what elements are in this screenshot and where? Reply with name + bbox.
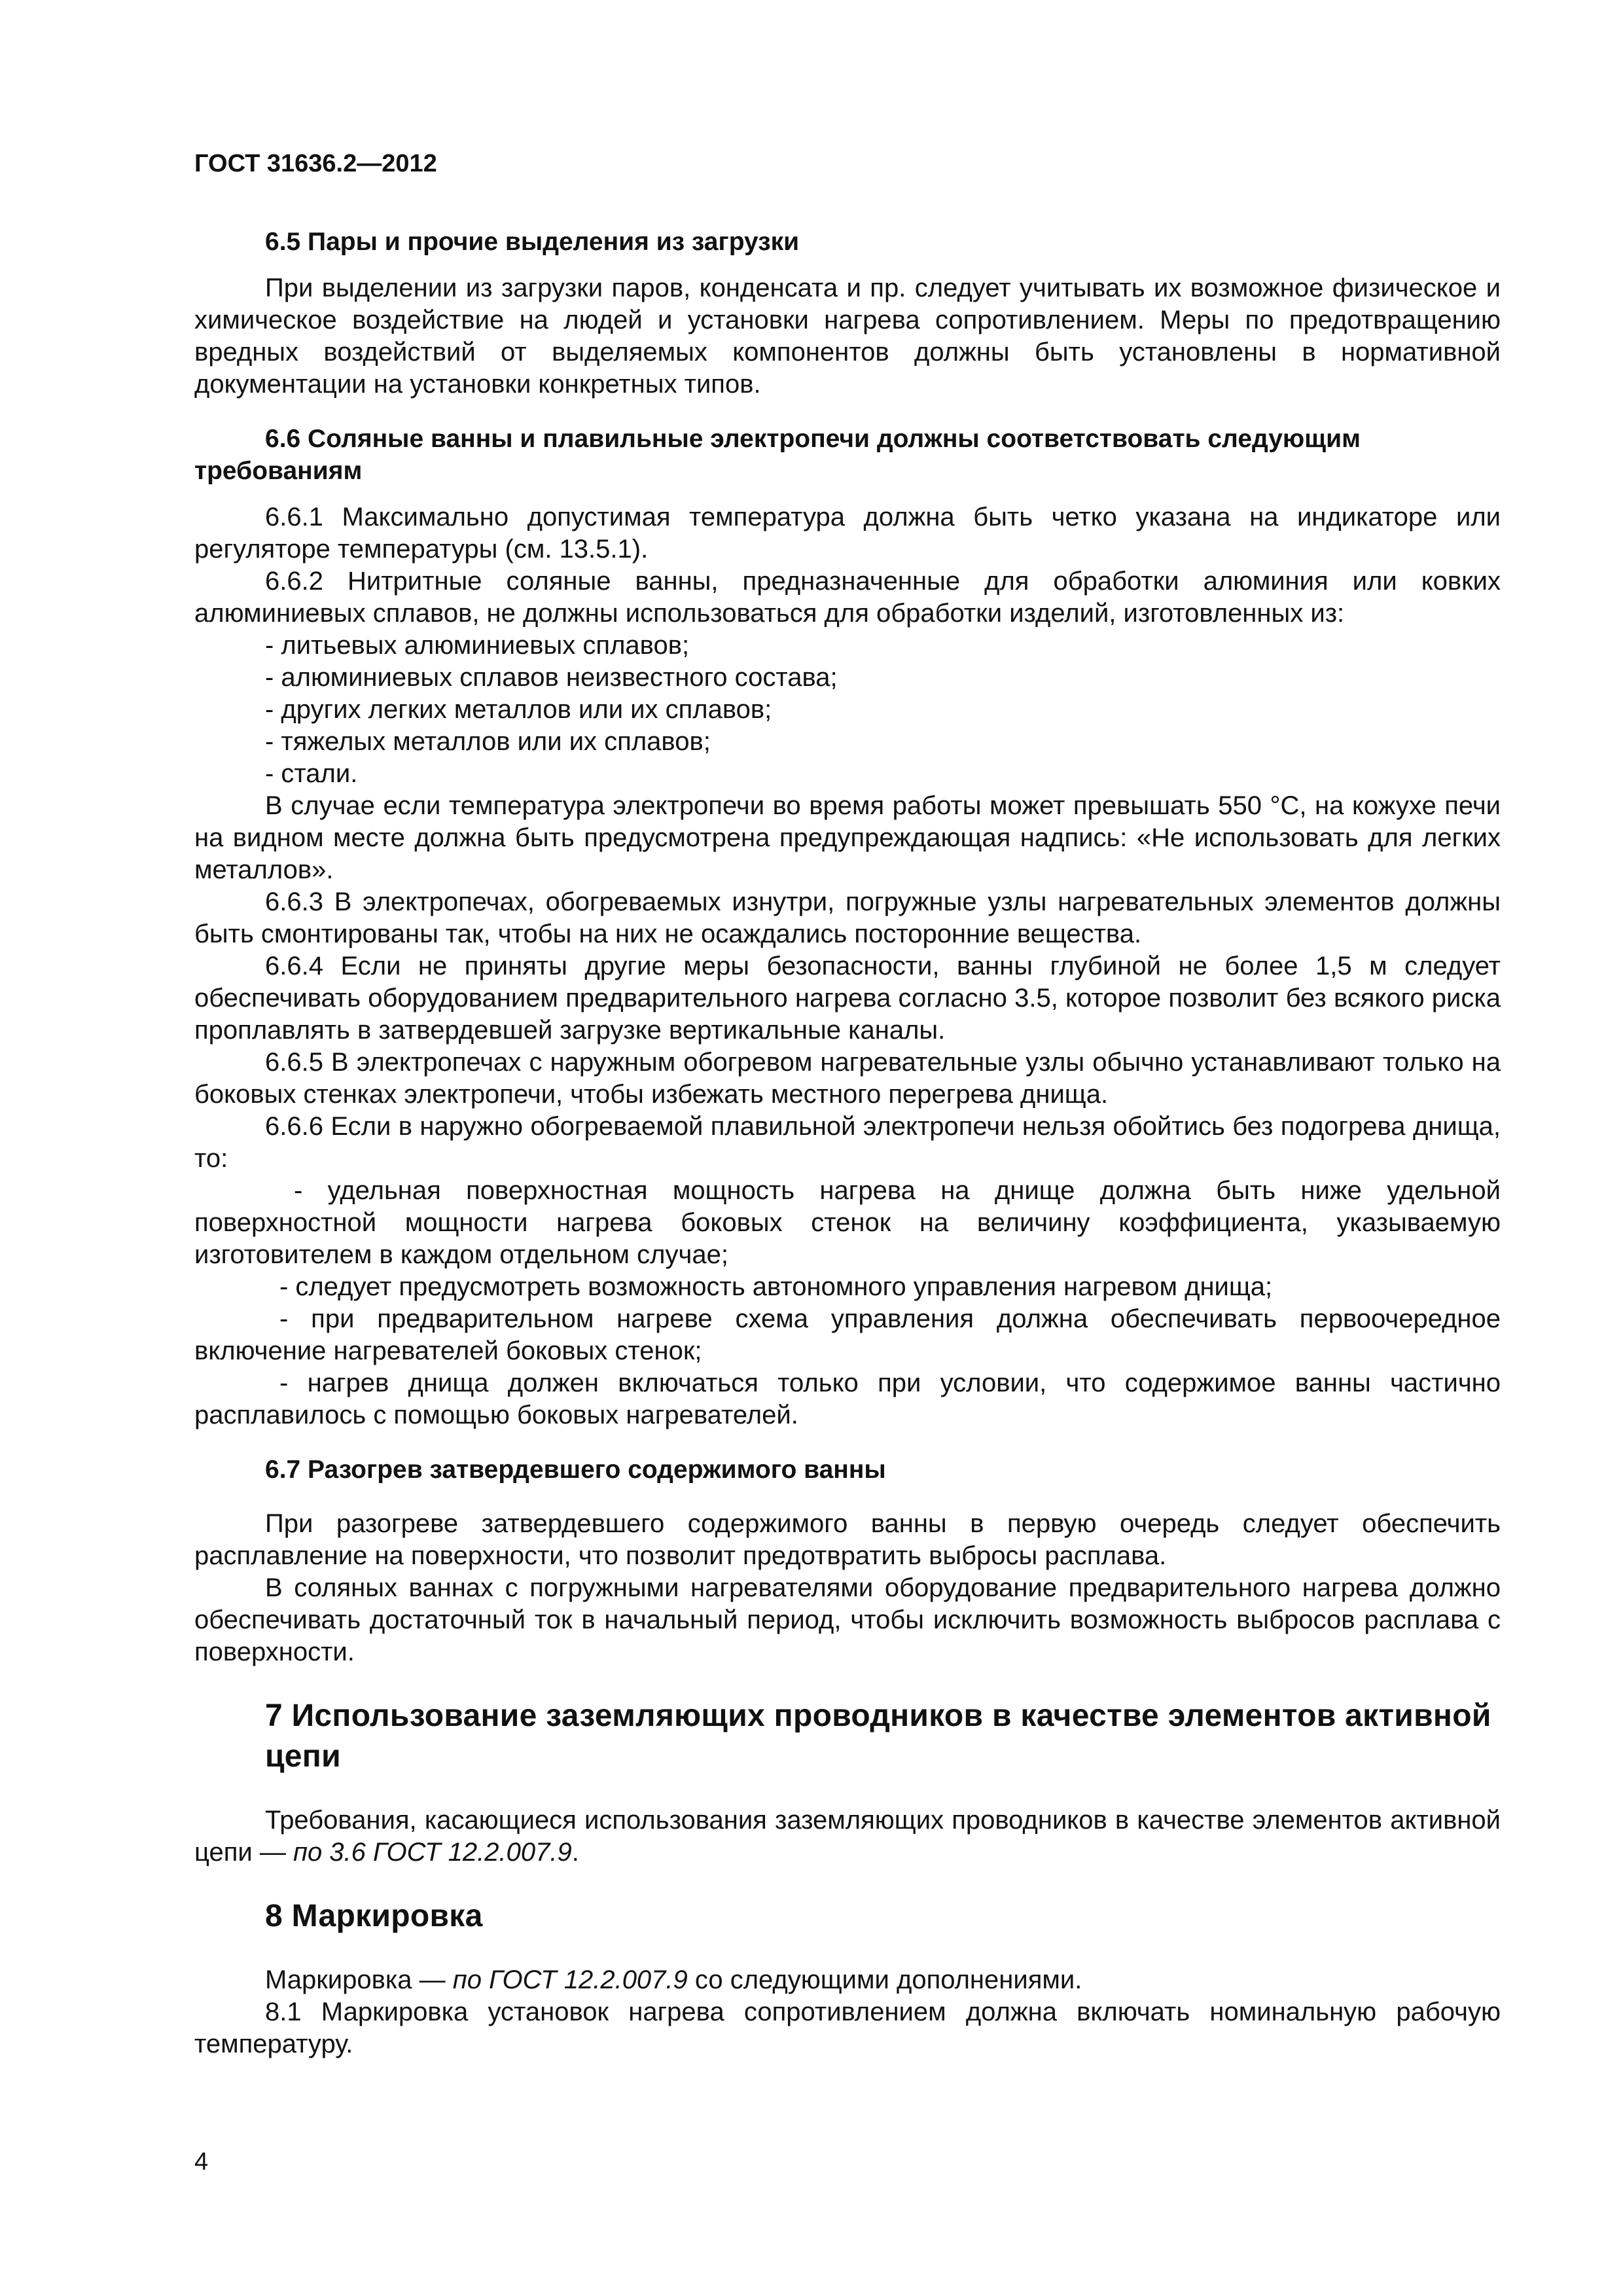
section-8-paragraph	[194, 1964, 1501, 1996]
section-8-title: 8 Маркировка	[265, 1899, 483, 1933]
list-item: - других легких металлов или их сплавов;	[265, 695, 772, 724]
section-6-7-paragraph: В соляных ваннах с погружными нагревателями оборудование предварительного нагрева должно обеспечивать достаточный ток в начальный период, чтобы исключить возможность выбросов расплава с поверхности.	[194, 1573, 1501, 1666]
clause-6-6-6: 6.6.6 Если в наружно обогреваемой плавильной электропечи нельзя обойтись без подогрева днища, то:	[194, 1112, 1501, 1173]
list-item: - алюминиевых сплавов неизвестного состава;	[265, 663, 838, 692]
clause-6-6-1: 6.6.1 Максимально допустимая температура должна быть четко указана на индикаторе или регуляторе температуры (см. 13.5.1).	[194, 503, 1501, 564]
section-8-text: Маркировка —	[265, 1965, 453, 1994]
clause-6-6-2-note: В случае если температура электропечи во время работы может превышать 550 °С, на кожухе печи на видном месте должна быть предусмотрена предупреждающая надпись: «Не использовать для легких металлов».	[194, 791, 1501, 884]
section-6-5-paragraph: При выделении из загрузки паров, конденсата и пр. следует учитывать их возможное физическое и химическое воздействие на людей и установки нагрева сопротивлением. Меры по предотвращению вредных воздействий от выделяемых компонентов должны быть установлены в нормативной документации на установки конкретных типов.	[194, 274, 1501, 399]
clause-8-1: 8.1 Маркировка установок нагрева сопротивлением должна включать номинальную рабочую температуру.	[194, 1998, 1501, 2058]
section-7-title: 7 Использование заземляющих проводников в качестве элементов активной цепи	[265, 1698, 1491, 1774]
list-item: - тяжелых металлов или их сплавов;	[265, 727, 711, 756]
clause-6-6-6-item: - следует предусмотреть возможность автономного управления нагревом днища;	[279, 1272, 1273, 1301]
section-6-7-title: 6.7 Разогрев затвердевшего содержимого ванны	[265, 1456, 886, 1484]
section-8-text-end: со следующими дополнениями.	[687, 1965, 1082, 1994]
section-7-text: Требования, касающиеся использования заземляющих проводников в качестве элементов активной цепи —	[194, 1806, 1501, 1867]
clause-6-6-4: 6.6.4 Если не приняты другие меры безопасности, ванны глубиной не более 1,5 м следует обеспечивать оборудованием предварительного нагрева согласно 3.5, которое позволит без всякого риска проплавлять в затвердевшей загрузке вертикальные каналы.	[194, 952, 1501, 1045]
section-6-7-paragraph: При разогреве затвердевшего содержимого ванны в первую очередь следует обеспечить расплавление на поверхности, что позволит предотвратить выбросы расплава.	[194, 1509, 1501, 1570]
section-8-reference: по ГОСТ 12.2.007.9	[452, 1965, 688, 1994]
list-item: - литьевых алюминиевых сплавов;	[265, 631, 690, 660]
section-7-end: .	[571, 1838, 579, 1867]
section-7-reference: по 3.6 ГОСТ 12.2.007.9	[293, 1838, 572, 1867]
page-content	[194, 226, 1501, 2060]
section-7-paragraph	[194, 1804, 1501, 1869]
list-item: - стали.	[265, 759, 358, 788]
clause-6-6-6-item: - при предварительном нагреве схема управления должна обеспечивать первоочередное включение нагревателей боковых стенок;	[194, 1304, 1501, 1365]
clause-6-6-2: 6.6.2 Нитритные соляные ванны, предназначенные для обработки алюминия или ковких алюминиевых сплавов, не должны использоваться для обработки изделий, изготовленных из:	[194, 567, 1501, 628]
clause-6-6-5: 6.6.5 В электропечах с наружным обогревом нагревательные узлы обычно устанавливают только на боковых стенках электропечи, чтобы избежать местного перегрева днища.	[194, 1048, 1501, 1109]
clause-6-6-6-item: - удельная поверхностная мощность нагрева на днище должна быть ниже удельной поверхностной мощности нагрева боковых стенок на величину коэффициента, указываемую изготовителем в каждом отдельном случае;	[194, 1176, 1501, 1269]
clause-6-6-3: 6.6.3 В электропечах, обогреваемых изнутри, погружные узлы нагревательных элементов должны быть смонтированы так, чтобы на них не осаждались посторонние вещества.	[194, 888, 1501, 948]
document-header: ГОСТ 31636.2—2012	[194, 150, 437, 177]
page-number: 4	[194, 2148, 209, 2176]
clause-6-6-6-item: - нагрев днища должен включаться только при условии, что содержимое ванны частично расплавилось с помощью боковых нагревателей.	[194, 1369, 1501, 1429]
section-6-6-title: 6.6 Соляные ванны и плавильные электропечи должны соответствовать следующим требованиям	[194, 425, 1361, 485]
section-6-5-title: 6.5 Пары и прочие выделения из загрузки	[265, 228, 800, 256]
